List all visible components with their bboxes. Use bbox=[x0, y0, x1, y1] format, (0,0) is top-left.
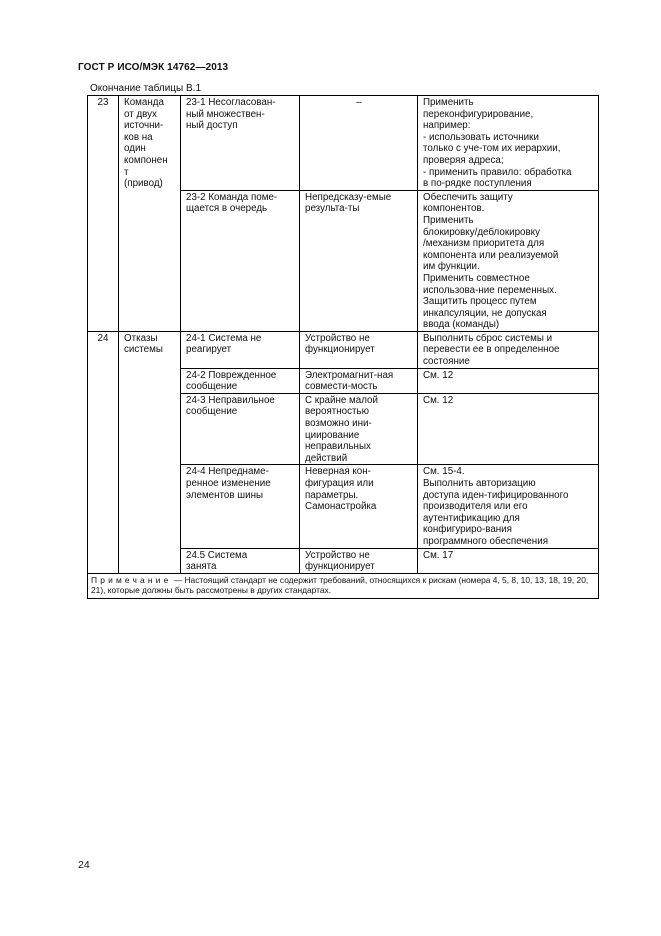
consequence-cell-line: фигурация или bbox=[305, 478, 374, 489]
measures-cell-line: Выполнить авторизацию bbox=[423, 478, 536, 489]
consequence-cell bbox=[300, 548, 418, 573]
measures-cell-line: /механизм приоритета для bbox=[423, 238, 545, 250]
threat-cell-line: ный доступ bbox=[186, 120, 238, 132]
risk-category-cell-line: один bbox=[124, 143, 146, 155]
threat-cell-line: 24.5 Система bbox=[186, 549, 248, 561]
threat-cell bbox=[181, 465, 300, 548]
consequence-cell-line: циирование bbox=[305, 429, 360, 441]
consequence-cell bbox=[300, 190, 418, 331]
consequence-cell-line: вероятностью bbox=[305, 406, 369, 418]
risk-table bbox=[87, 95, 599, 599]
measures-cell-line: только с уче-том их иерархии, bbox=[423, 143, 561, 155]
risk-category-cell-line: Команда bbox=[124, 97, 164, 108]
consequence-cell-line: Самонастройка bbox=[305, 501, 377, 513]
measures-cell-line: производителя или его bbox=[423, 501, 528, 513]
threat-cell-line: занята bbox=[186, 561, 217, 573]
threat-cell-line: элементов шины bbox=[186, 489, 264, 501]
measures-cell-line: конфигуриро-вания bbox=[423, 524, 512, 536]
measures-cell-line: Применить bbox=[423, 97, 474, 108]
threat-cell bbox=[181, 368, 300, 393]
risk-number-cell: 23 bbox=[88, 96, 119, 332]
risk-category-cell-line: т bbox=[124, 166, 129, 178]
consequence-cell bbox=[300, 96, 418, 191]
measures-cell-line: в по-рядке поступления bbox=[423, 178, 532, 190]
consequence-cell bbox=[300, 465, 418, 548]
risk-category-cell-line: компонен bbox=[124, 154, 168, 166]
measures-cell bbox=[418, 96, 599, 191]
measures-cell-line: например: bbox=[423, 120, 471, 132]
risk-category-cell-line: Отказы bbox=[124, 332, 158, 344]
measures-cell bbox=[418, 393, 599, 465]
measures-cell-line: блокировку/деблокировку bbox=[423, 226, 540, 238]
table-row bbox=[88, 96, 599, 191]
consequence-cell-line: функционирует bbox=[305, 561, 375, 573]
measures-cell-line: Применить совместное bbox=[423, 272, 530, 284]
measures-cell-line: проверяя адреса; bbox=[423, 154, 504, 166]
consequence-cell bbox=[300, 331, 418, 368]
measures-cell-line: переконфигурирование, bbox=[423, 108, 534, 120]
consequence-cell-line: действий bbox=[305, 452, 348, 464]
consequence-cell-line: Неверная кон- bbox=[305, 466, 371, 478]
measures-cell-line: Защитить процесс путем bbox=[423, 296, 537, 308]
threat-cell-line: ренное изменение bbox=[186, 478, 271, 489]
threat-cell bbox=[181, 393, 300, 465]
table-row bbox=[88, 331, 599, 368]
risk-category-cell bbox=[119, 96, 181, 332]
measures-cell bbox=[418, 331, 599, 368]
consequence-cell-line: неправильных bbox=[305, 441, 371, 453]
threat-cell bbox=[181, 96, 300, 191]
measures-cell bbox=[418, 465, 599, 548]
threat-cell-line: сообщение bbox=[186, 381, 238, 393]
measures-cell-line: Выполнить сброс системы и bbox=[423, 332, 553, 344]
measures-cell-line: им функции. bbox=[423, 261, 480, 273]
measures-cell-line: - применить правило: обработка bbox=[423, 166, 572, 178]
consequence-cell-line: возможно ини- bbox=[305, 418, 372, 430]
threat-cell-line: щается в очередь bbox=[186, 203, 268, 215]
risk-category-cell-line: системы bbox=[124, 344, 163, 356]
measures-cell-line: См. 15-4. bbox=[423, 466, 465, 478]
consequence-cell-line: Непредсказу-емые bbox=[305, 191, 392, 203]
threat-cell-line: 24-3 Неправильное bbox=[186, 394, 275, 406]
measures-cell-line: перевести ее в определенное bbox=[423, 344, 560, 356]
consequence-cell-line: функционирует bbox=[305, 344, 375, 356]
note-label: Примечание bbox=[91, 574, 172, 585]
note-cell bbox=[88, 573, 599, 598]
measures-cell-line: компонента или реализуемой bbox=[423, 249, 559, 261]
consequence-cell-line: – bbox=[356, 97, 362, 108]
document-header-title: ГОСТ Р ИСО/МЭК 14762—2013 bbox=[78, 62, 229, 73]
consequence-cell-line: Электромагнит-ная bbox=[305, 369, 394, 381]
threat-cell-line: ный множествен- bbox=[186, 108, 265, 120]
threat-cell-line: реагирует bbox=[186, 344, 232, 356]
measures-cell-line: состояние bbox=[423, 356, 470, 368]
risk-category-cell-line: от двух bbox=[124, 108, 157, 120]
threat-cell-line: 23-1 Несогласован- bbox=[186, 97, 276, 108]
measures-cell-line: Обеспечить защиту bbox=[423, 191, 513, 203]
consequence-cell-line: Устройство не bbox=[305, 549, 370, 561]
consequence-cell-line: совмести-мость bbox=[305, 381, 378, 393]
measures-cell-line: См. 17 bbox=[423, 549, 454, 561]
measures-cell-line: компонентов. bbox=[423, 203, 485, 215]
threat-cell bbox=[181, 331, 300, 368]
measures-cell bbox=[418, 190, 599, 331]
note-text: — Настоящий стандарт не содержит требований, относящихся к рискам (номера 4, 5, 8, 10, 13, 18, 19, 20, 21), которые должны быть рассмотрены в других стандартах. bbox=[91, 574, 589, 596]
measures-cell-line: См. 12 bbox=[423, 369, 454, 381]
consequence-cell-line: Устройство не bbox=[305, 332, 370, 344]
consequence-cell-line: С крайне малой bbox=[305, 394, 378, 406]
consequence-cell bbox=[300, 393, 418, 465]
measures-cell bbox=[418, 368, 599, 393]
measures-cell-line: использова-ние переменных. bbox=[423, 284, 557, 296]
measures-cell-line: Применить bbox=[423, 214, 474, 226]
threat-cell-line: 24-1 Система не bbox=[186, 332, 262, 344]
risk-number-cell: 24 bbox=[88, 331, 119, 573]
note-row bbox=[88, 573, 599, 598]
risk-category-cell-line: (привод) bbox=[124, 178, 163, 190]
measures-cell-line: доступа иден-тифицированного bbox=[423, 489, 569, 501]
threat-cell bbox=[181, 190, 300, 331]
measures-cell bbox=[418, 548, 599, 573]
consequence-cell-line: результа-ты bbox=[305, 203, 360, 215]
risk-category-cell-line: ков на bbox=[124, 131, 153, 143]
threat-cell-line: 24-2 Поврежденное bbox=[186, 369, 277, 381]
risk-category-cell-line: источни- bbox=[124, 120, 164, 132]
threat-cell-line: 24-4 Непреднаме- bbox=[186, 466, 269, 478]
measures-cell-line: - использовать источники bbox=[423, 131, 539, 143]
measures-cell-line: ввода (команды) bbox=[423, 319, 500, 331]
threat-cell bbox=[181, 548, 300, 573]
table-caption: Окончание таблицы В.1 bbox=[90, 83, 202, 94]
page-number: 24 bbox=[78, 859, 90, 871]
risk-category-cell bbox=[119, 331, 181, 573]
measures-cell-line: См. 12 bbox=[423, 394, 454, 406]
consequence-cell-line: параметры. bbox=[305, 489, 359, 501]
threat-cell-line: 23-2 Команда поме- bbox=[186, 191, 278, 203]
threat-cell-line: сообщение bbox=[186, 406, 238, 418]
measures-cell-line: инкапсуляции, не допуская bbox=[423, 307, 547, 319]
measures-cell-line: программного обеспечения bbox=[423, 535, 548, 547]
consequence-cell bbox=[300, 368, 418, 393]
measures-cell-line: аутентификацию для bbox=[423, 512, 520, 524]
